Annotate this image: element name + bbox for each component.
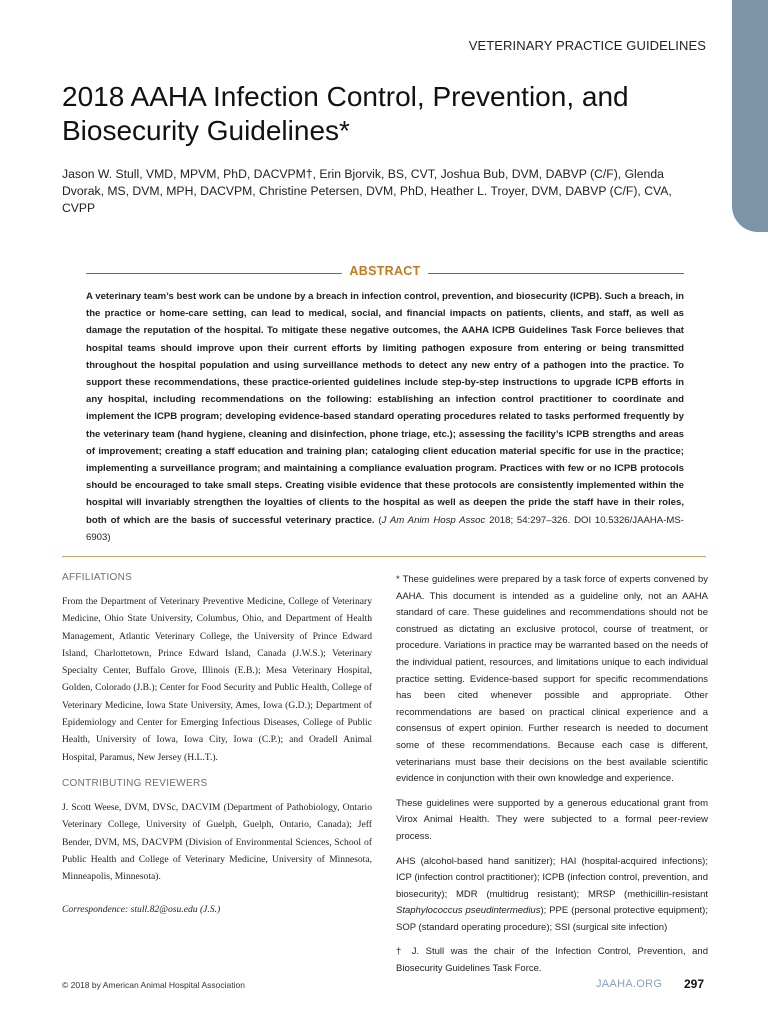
guidelines-note: * These guidelines were prepared by a task force of experts convened by AAHA. This document is intended as a guideline only, not an AAHA standard of care. These guidelines and recommendations should not be construed as dictating an exclusive protocol, course of treatment, or procedure. Variations in practice may be warranted based on the needs of the individual patient, resources, and limitations unique to each individual practice setting. Evidence-based support for specific recommendations has been cited whenever possible and appropriate. Other recommendations are based on practical clinical experience and a consensus of expert opinion. Further research is needed to document some of these recommendations. Because each case is different, veterinarians must base their decisions on the best available scientific evidence in conjunction with their own knowledge and experience. bbox=[396, 574, 708, 785]
abstract-heading: ABSTRACT bbox=[349, 264, 421, 278]
correspondence: Correspondence: stull.82@osu.edu (J.S.) bbox=[62, 904, 221, 916]
affiliations-text: From the Department of Veterinary Preventive Medicine, College of Veterinary Medicine, Ohio State University, Columbus, Ohio, and Department of Health Management, Atlantic Veterinary College, the University of Prince Edward Island, Charlottetown, Prince Edward Island, Canada (J.W.S.); Veterinary Specialty Center, Buffalo Grove, Illinois (E.B.); Mesa Veterinary Hospital, Golden, Colorado (J.B.); Center for Food Security and Public Health, College of Veterinary Medicine, Iowa State University, Ames, Iowa (G.D.); Department of Epidemiology and Center for Emerging Infectious Diseases, College of Public Health, University of Iowa, Iowa City, Iowa (C.P.); and Oradell Animal Hospital, Paramus, New Jersey (H.L.T.). bbox=[62, 596, 372, 763]
abbreviations-note bbox=[396, 854, 708, 937]
abstract-citation: 2018; 54:297–326. DOI 10.5326/JAAHA-MS-6903) bbox=[86, 514, 684, 543]
abstract-text: A veterinary team’s best work can be undone by a breach in infection control, prevention, and biosecurity (ICPB). Such a breach, in the practice or home-care setting, can lead to medical, social, and financial impacts on patients, clients, and staff, as well as damage the reputation of the hospital. To mitigate these negative outcomes, the AAHA ICPB Guidelines Task Force believes that hospital teams should improve upon their current efforts by limiting pathogen exposure from entering or being transmitted throughout the hospital population and using surveillance methods to detect any new entry of a pathogen into the practice. To support these recommendations, these practice-oriented guidelines include step-by-step instructions to upgrade ICPB efforts in any hospital, including recommendations on the following: establishing an infection control practitioner to coordinate and implement the ICPB program; developing evidence-based standard operating procedures related to tasks performed frequently by the veterinary team (hand hygiene, cleaning and disinfection, phone triage, etc.); assessing the facility’s ICPB strengths and areas of improvement; creating a staff education and training plan; cataloging client education material specific for use in the practice; implementing a surveillance program; and maintaining a compliance evaluation program. Practices with few or no ICPB protocols should be encouraged to take small steps. Creating visible evidence that these protocols are consistently implemented within the hospital will invariably strengthen the loyalties of clients to the hospital as well as deepen the pride the staff have in their roles, both of which are the basis of successful veterinary practice. bbox=[86, 291, 684, 526]
abbreviations-part2: ); PPE (personal protective equipment); SOP (standard operating procedure); SSI (surgical site infection) bbox=[396, 905, 708, 933]
copyright: © 2018 by American Animal Hospital Association bbox=[62, 980, 245, 990]
chair-note: † J. Stull was the chair of the Infection Control, Prevention, and Biosecurity Guidelines Task Force. bbox=[396, 946, 708, 975]
reviewers-heading: CONTRIBUTING REVIEWERS bbox=[62, 777, 208, 789]
section-divider bbox=[62, 556, 706, 557]
grant-note: These guidelines were supported by a generous educational grant from Virox Animal Health. They were subjected to a formal peer-review process. bbox=[396, 797, 708, 842]
affiliations-heading: AFFILIATIONS bbox=[62, 572, 133, 583]
article-title: 2018 AAHA Infection Control, Prevention, and Biosecurity Guidelines* bbox=[62, 81, 629, 146]
abbreviations-part1: AHS (alcohol-based hand sanitizer); HAI (hospital-acquired infections); ICP (infection control practitioner); ICPB (infection control, prevention, and biosecurity); MDR (multidrug resistant); MRSP (methicillin-resistant bbox=[396, 855, 708, 900]
reviewers-text: J. Scott Weese, DVM, DVSc, DACVIM (Department of Pathobiology, Ontario Veterinary College, University of Guelph, Guelph, Ontario, Canada); Jeff Bender, DVM, MS, DACVPM (Division of Environmental Sciences, School of Public Health and College of Veterinary Medicine, University of Minnesota, Minneapolis, Minnesota). bbox=[62, 801, 372, 883]
abstract-cite-open: ( bbox=[374, 514, 382, 526]
abstract-body bbox=[86, 288, 684, 546]
abstract-rule-left bbox=[86, 273, 342, 274]
section-header: VETERINARY PRACTICE GUIDELINES bbox=[468, 38, 706, 53]
left-column bbox=[62, 572, 372, 919]
journal-site-link[interactable]: JAAHA.ORG bbox=[596, 978, 663, 990]
right-column bbox=[396, 572, 708, 986]
section-tab bbox=[732, 0, 768, 232]
page-number: 297 bbox=[684, 977, 705, 991]
abstract-rule-right bbox=[428, 273, 684, 274]
journal-name: J Am Anim Hosp Assoc bbox=[381, 514, 486, 526]
author-list: Jason W. Stull, VMD, MPVM, PhD, DACVPM†, Erin Bjorvik, BS, CVT, Joshua Bub, DVM, DABVP (C/F), Glenda Dvorak, MS, DVM, MPH, DACVPM, Christine Petersen, DVM, PhD, Heather L. Troyer, DVM, DABVP (C/F), CVA, CVPP bbox=[62, 167, 672, 215]
species-name: Staphylococcus pseudintermedius bbox=[396, 905, 541, 917]
